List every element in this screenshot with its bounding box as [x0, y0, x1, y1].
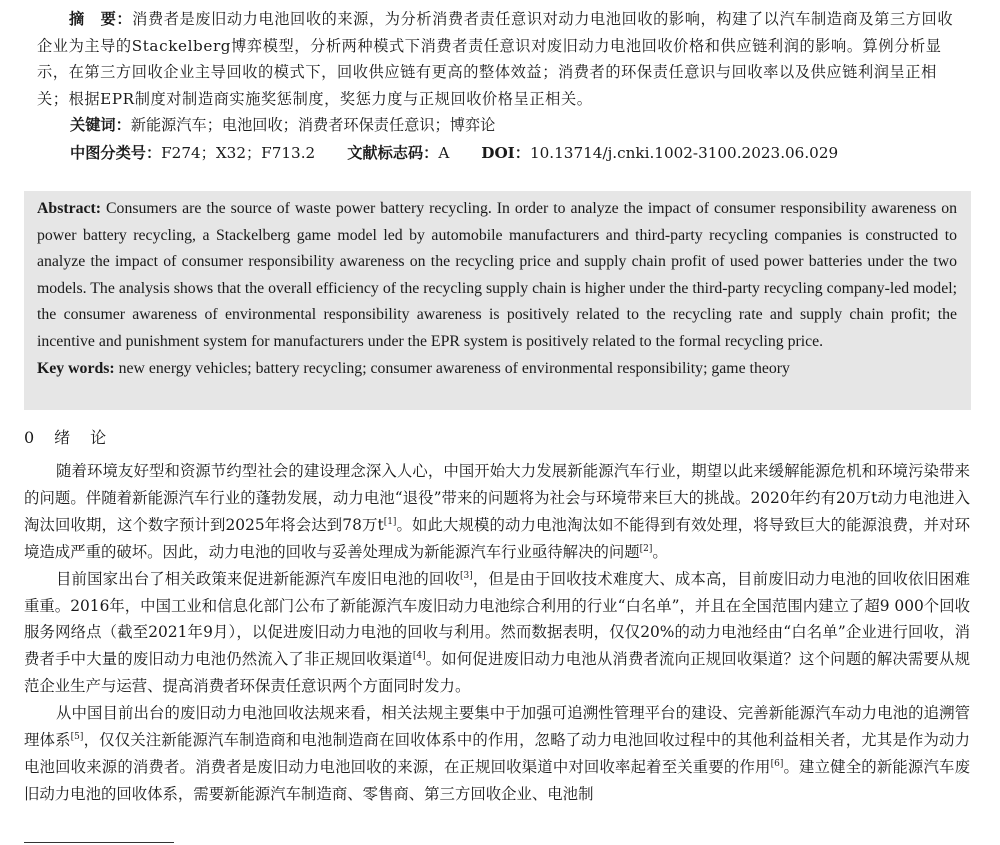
doi-value: 10.13714/j.cnki.1002-3100.2023.06.029: [529, 144, 839, 162]
chinese-abstract-label: 摘 要：: [69, 10, 133, 28]
chinese-abstract-text: 消费者是废旧动力电池回收的来源，为分析消费者责任意识对动力电池回收的影响，构建了以汽车制造商及第三方回收企业为主导的Stackelberg博弈模型，分析两种模式下消费者责任意识对废旧动力电池回收价格和供应链利润的影响。算例分析显示，在第三方回收企业主导回收的模式下，回收供应链有更高的整体效益；消费者的环保责任意识与回收率以及供应链利润呈正相关；根据EPR制度对制造商实施奖惩制度，奖惩力度与正规回收价格呈正相关。: [37, 10, 954, 108]
chinese-abstract: [37, 6, 962, 112]
citation-5[interactable]: [5]: [70, 731, 84, 742]
english-abstract-text: Consumers are the source of waste power battery recycling. In order to analyze the impact of consumer responsibility awareness on power battery recycling, a Stackelberg game model led by automobile manufacturers and third-party recycling companies is constructed to analyze the impact of consumer responsibility awareness on the recycling price and supply chain profit of used power batteries under the two models. The analysis shows that the overall efficiency of the recycling supply chain is higher under the third-party recycling company-led model; the consumer awareness of environmental responsibility awareness is positively related to the recycling rate and supply chain profit; the incentive and punishment system for manufacturers under the EPR system is positively related to the formal recycling price.: [37, 200, 957, 350]
paragraph-2: [24, 566, 970, 701]
paragraph-1-part-c: 。: [652, 542, 668, 561]
doi-label: DOI：: [481, 144, 530, 162]
footnote-divider: [24, 842, 174, 843]
paragraph-1-part-a: 随着环境友好型和资源节约型社会的建设理念深入人心，中国开始大力发展新能源汽车行业，期望以此来缓解能源危机和环境污染带来的问题。伴随着新能源汽车行业的蓬勃发展，动力电池“退役”带来的问题将为社会与环境带来巨大的挑战。2020年约有20万t动力电池进入淘汰回收期，这个数字预计到2025年将会达到78万t: [24, 462, 970, 534]
paragraph-2-part-c: 。如何促进废旧动力电池从消费者流向正规回收渠道？这个问题的解决需要从规范企业生产与运营、提高消费者环保责任意识两个方面同时发力。: [24, 650, 970, 696]
clc-label: 中图分类号：: [70, 144, 162, 162]
body-text: [24, 458, 970, 808]
citation-4[interactable]: [4]: [412, 651, 426, 662]
citation-3[interactable]: [3]: [460, 570, 473, 581]
paragraph-3: [24, 700, 970, 808]
document-code-value: A: [438, 144, 450, 162]
section-heading: 0 绪 论: [24, 428, 109, 447]
paragraph-3-part-c: 。建立健全的新能源汽车废旧动力电池的回收体系，需要新能源汽车制造商、零售商、第三方回收企业、电池制: [24, 757, 970, 803]
english-abstract-label: Abstract:: [37, 200, 102, 217]
paragraph-3-part-b: ，仅仅关注新能源汽车制造商和电池制造商在回收体系中的作用，忽略了动力电池回收过程中的其他利益相关者，尤其是作为动力电池回收来源的消费者。消费者是废旧动力电池回收的来源，在正规回收渠道中对回收率起着至关重要的作用: [24, 731, 970, 776]
document-code-label: 文献标志码：: [347, 144, 439, 162]
english-keywords-text: new energy vehicles; battery recycling; consumer awareness of environmental responsibility; game theory: [118, 359, 790, 377]
classification-line: [70, 142, 838, 163]
paragraph-1-part-b: 。如此大规模的动力电池淘汰如不能得到有效处理，将导致巨大的能源浪费，并对环境造成严重的破坏。因此，动力电池的回收与妥善处理成为新能源汽车行业亟待解决的问题: [24, 515, 970, 561]
chinese-keywords: [70, 114, 495, 135]
chinese-keywords-text: 新能源汽车；电池回收；消费者环保责任意识；博弈论: [130, 116, 496, 134]
citation-2[interactable]: [2]: [639, 543, 653, 554]
citation-1[interactable]: [1]: [383, 516, 397, 527]
paragraph-3-part-a: 从中国目前出台的废旧动力电池回收法规来看，相关法规主要集中于加强可追溯性管理平台的建设、完善新能源汽车动力电池的追溯管理体系: [24, 704, 970, 750]
citation-6[interactable]: [6]: [770, 758, 784, 769]
english-abstract-box: [24, 191, 971, 410]
paragraph-1: [24, 458, 970, 566]
chinese-keywords-label: 关键词：: [70, 116, 131, 134]
paragraph-2-part-a: 目前国家出台了相关政策来促进新能源汽车废旧电池的回收: [56, 569, 460, 588]
clc-value: F274；X32；F713.2: [161, 144, 316, 162]
paragraph-2-part-b: ，但是由于回收技术难度大、成本高，目前废旧动力电池的回收依旧困难重重。2016年，中国工业和信息化部门公布了新能源汽车废旧动力电池综合利用的行业“白名单”，并且在全国范围内建立了超9 000个回收服务网络点（截至2021年9月），以促进废旧动力电池的回收与利用。然而数据表明，仅仅20%的动力电池经由“白名单”企业进行回收，消费者手中大量的废旧动力电池仍然流入了非正规回收渠道: [24, 569, 970, 669]
english-keywords-label: Key words:: [37, 359, 115, 377]
